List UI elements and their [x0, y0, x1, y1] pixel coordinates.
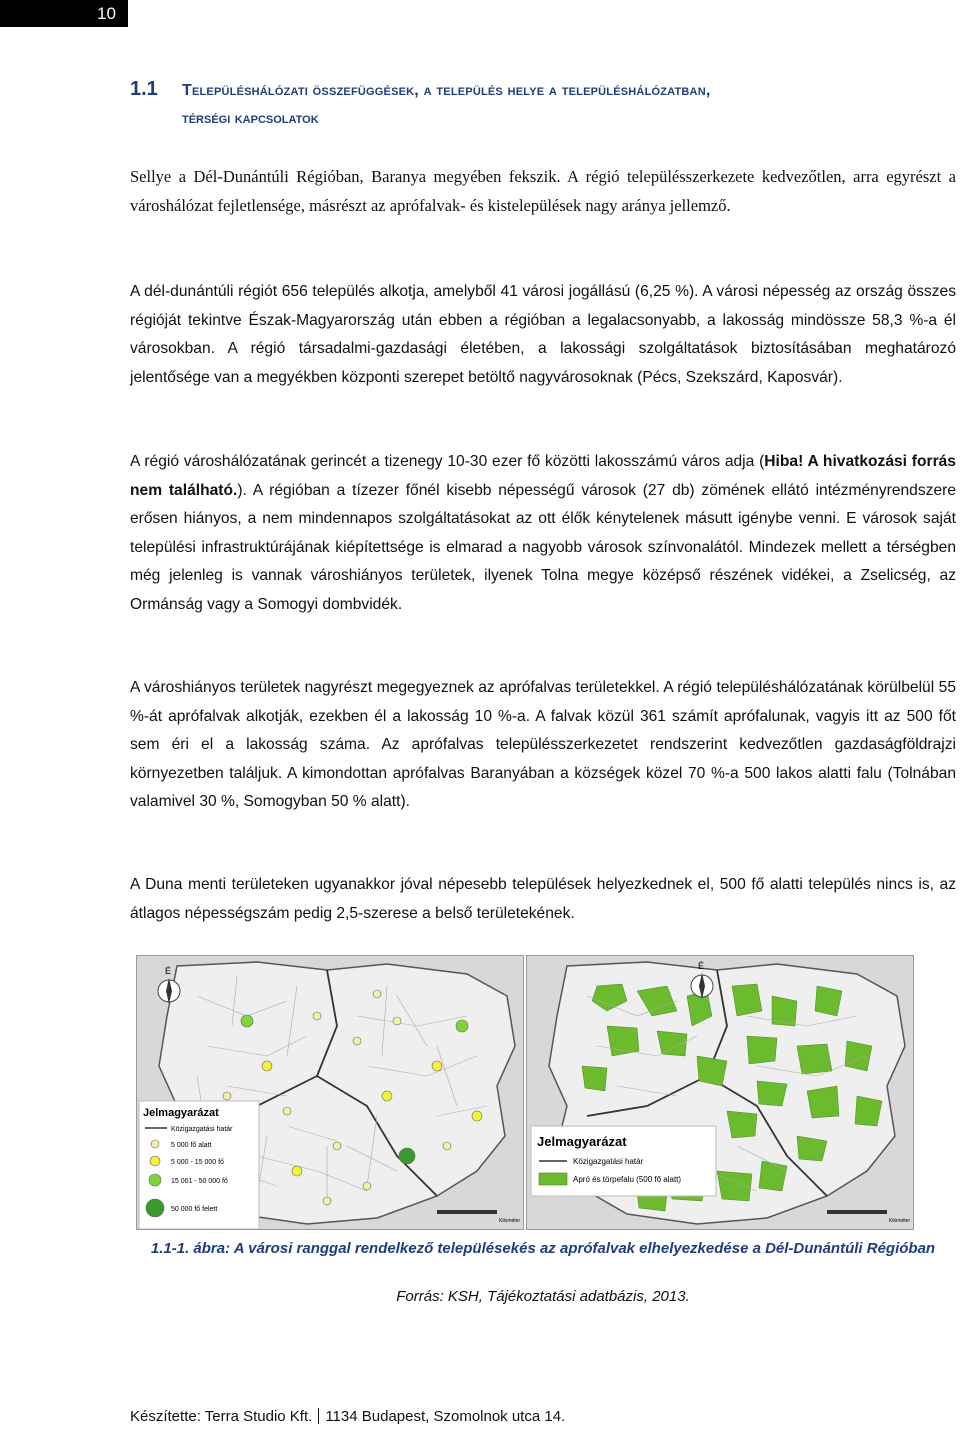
- svg-text:Közigazgatási határ: Közigazgatási határ: [573, 1157, 644, 1166]
- page-footer: [130, 1408, 565, 1425]
- scale-bar: [827, 1210, 910, 1224]
- svg-text:50 000 fő felett: 50 000 fő felett: [171, 1206, 218, 1213]
- svg-text:Jelmagyarázat: Jelmagyarázat: [537, 1134, 627, 1149]
- svg-text:Kilométer: Kilométer: [499, 1218, 521, 1224]
- svg-text:5 000 fő alatt: 5 000 fő alatt: [171, 1142, 212, 1149]
- paragraph-4: A városhiányos területek nagyrészt megegyeznek az aprófalvas területekkel. A régió településhálózatának körülbelül 55 %-át aprófalvak alkotják, ezekben él a lakosság 10 %-a. A falvak közül 361 számít aprófalunak, vagyis itt az 500 főt sem éri el a lakosság száma. Az aprófalvas településszerkezetet rendszerint kedvezőtlen gazdaságföldrajzi környezetben találjuk. A kimondottan aprófalvas Baranyában a községek közel 70 %-a 500 lakos alatti falu (Tolnában valamivel 30 %, Somogyban 50 % alatt).: [130, 679, 956, 810]
- paragraph-2: A dél-dunántúli régiót 656 település alkotja, amelyből 41 városi jogállású (6,25 %). A városi népesség az ország összes régióját tekintve Észak-Magyarország után ebben a régióban a legalacsonyabb, a lakosság mindössze 58,3 %-a él városokban. A régió társadalmi-gazdasági életében, a lakossági szolgáltatások biztosításában meghatározó jelentősége van a megyékben központi szerepet betöltő nagyvárosoknak (Pécs, Szekszárd, Kaposvár).: [130, 283, 956, 386]
- svg-text:Kilométer: Kilométer: [889, 1218, 911, 1224]
- footer-address: 1134 Budapest, Szomolnok utca 14.: [325, 1408, 566, 1425]
- figure-source: Forrás: KSH, Tájékoztatási adatbázis, 2013.: [396, 1288, 690, 1305]
- paragraph-3-part-b: ). A régióban a tízezer főnél kisebb népességű városok (27 db) zömének ellátó intézményrendszere erősen hiányos, a nem mindennapos szolgáltatásokat az ott élők kénytelenek másutt igénybe venni. E városok saját települési infrastruktúrájának kiépítettsége is elmarad a nagyobb városok színvonalától. Mindezek mellett a térségben még jelenleg is vannak városhiányos területek, ilyenek Tolna megye középső részének vidékei, a Zselicség, az Ormánság vagy a Somogyi dombvidék.: [130, 481, 956, 613]
- footer-separator: [318, 1408, 319, 1424]
- svg-text:Apró és törpefalu (500 fő alat: Apró és törpefalu (500 fő alatt): [573, 1175, 682, 1184]
- svg-text:É: É: [698, 961, 705, 971]
- reference-error: Hiba! A hivatkozási forrás nem található.: [130, 453, 956, 499]
- figure-caption: 1.1-1. ábra: A városi ranggal rendelkező településekés az aprófalvak elhelyezkedése a Dél-Dunántúli Régióban: [150, 1240, 936, 1257]
- paragraph-1: Sellye a Dél-Dunántúli Régióban, Baranya megyében fekszik. A régió településszerkezete kedvezőtlen, arra egyrészt a városhálózat fejletlensége, másrészt az aprófalvak- és kistelepülések nagy aránya jellemző.: [130, 167, 956, 215]
- paragraph-3-part-a: A régió városhálózatának gerincét a tizenegy 10-30 ezer fő közötti lakosszámú város adja (: [130, 453, 765, 470]
- paragraph-5: A Duna menti területeken ugyanakkor jóval népesebb települések helyezkednek el, 500 fő alatti település nincs is, az átlagos népességszám pedig 2,5-szerese a belső területekének.: [130, 876, 956, 922]
- section-title-line2: térségi kapcsolatok: [182, 110, 319, 127]
- section-number: 1.1: [130, 78, 158, 100]
- svg-text:Közigazgatási határ: Közigazgatási határ: [171, 1126, 233, 1133]
- scale-bar: [437, 1210, 520, 1224]
- map-small-villages: [526, 955, 914, 1230]
- page-number: 10: [0, 0, 128, 27]
- map-towns: [136, 955, 524, 1230]
- svg-text:Jelmagyarázat: Jelmagyarázat: [143, 1107, 219, 1119]
- footer-author: Készítette: Terra Studio Kft.: [130, 1408, 313, 1425]
- svg-text:15 001 - 50 000 fő: 15 001 - 50 000 fő: [171, 1178, 228, 1185]
- svg-text:5 000 - 15 000 fő: 5 000 - 15 000 fő: [171, 1159, 224, 1166]
- section-heading: [130, 78, 960, 128]
- legend: [139, 1101, 259, 1229]
- figure-maps: [136, 955, 914, 1230]
- section-title-line1: Településhálózati összefüggések, a település helye a településhálózatban,: [182, 82, 711, 99]
- svg-text:É: É: [165, 966, 172, 976]
- paragraph-3: [130, 448, 956, 619]
- legend: [531, 1126, 716, 1196]
